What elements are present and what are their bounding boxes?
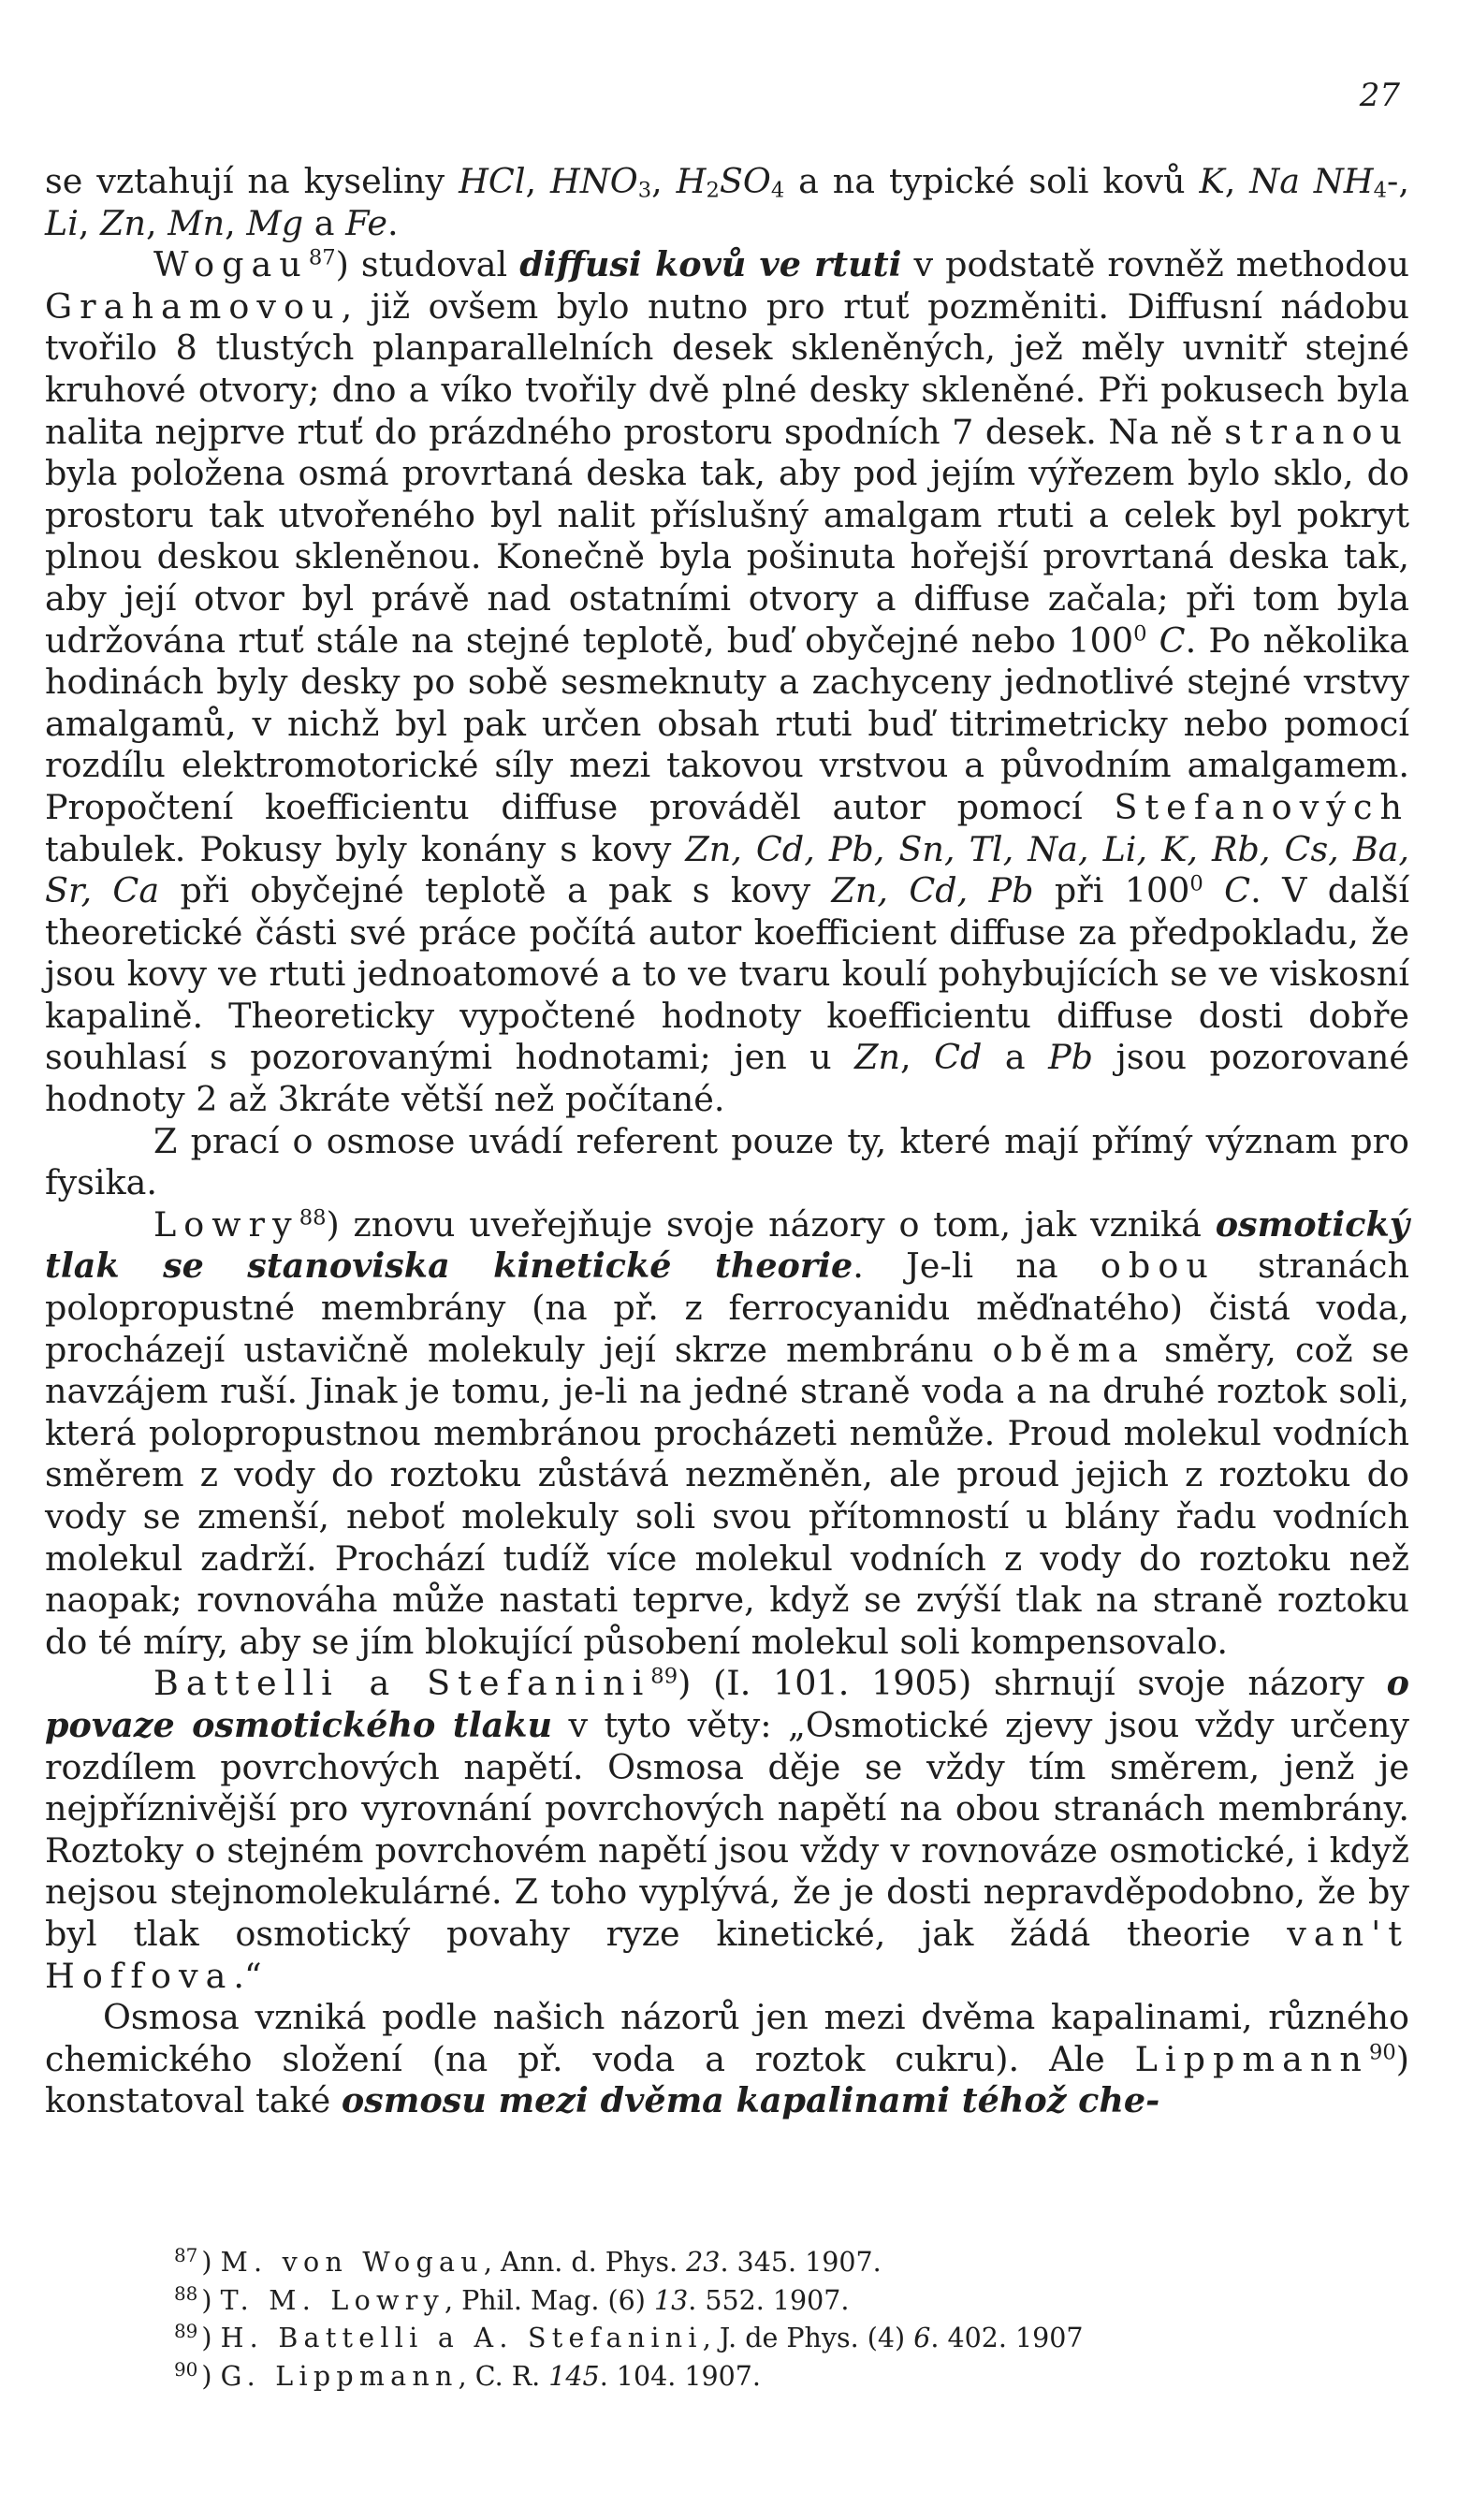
- paragraph-5: Battelli a Stefanini$^{89}$) (I. 101. 1905) shrnují svoje názory o povaze osmotického tlaku v tyto věty: „Osmotické zjevy jsou vždy určeny rozdílem povrchových napětí. Osmosa děje se vždy tím směrem, jenž je nejpříznivější pro vyrovnání povrchových napětí na obou stranách membrány. Roztoky o stejném povrchovém napětí jsou vždy v rovnováze osmotické, i když nejsou stejnomolekulárné. Z toho vyplývá, že je dosti nepravděpodobno, že by byl tlak osmotický povahy ryze kinetické, jak žádá theorie van't Hoffova.“: [45, 1663, 1409, 1996]
- footnote-90: $^{90}$ ) G. Lippmann, C. R. 145. 104. 1907.: [174, 2357, 761, 2392]
- paragraph-3: Z prací o osmose uvádí referent pouze ty, které mají přímý význam pro fysika.: [45, 1120, 1409, 1203]
- footnotes: [174, 2244, 1391, 2396]
- paragraph-4: Lowry$^{88}$) znovu uveřejňuje svoje názory o tom, jak vzniká osmotický tlak se stanoviska kinetické theorie. Je-li na obou stranách polopropustné membrány (na př. z ferrocyanidu měďnatého) čistá voda, procházejí ustavičně molekuly její skrze membránu oběma směry, což se navzájem ruší. Jinak je tomu, je-li na jedné straně voda a na druhé roztok soli, která polopropustnou membránou procházeti nemůže. Proud molekul vodních směrem z vody do roztoku zůstává nezměněn, ale proud jejich z roztoku do vody se zmenší, neboť molekuly soli svou přítomností u blány řadu vodních molekul zadrží. Prochází tudíž více molekul vodních z vody do roztoku než naopak; rovnováha může nastati teprve, když se zvýší tlak na straně roztoku do té míry, aby se jím blokující působení molekul soli kompensovalo.: [45, 1203, 1410, 1662]
- footnote-89: $^{89}$ ) H. Battelli a A. Stefanini, J. de Phys. (4) 6. 402. 1907: [174, 2320, 1084, 2353]
- paragraph-6: Osmosa vzniká podle našich názorů jen mezi dvěma kapalinami, různého chemického složení (na př. voda a roztok cukru). Ale Lippmann$^{90}$) konstatoval také osmosu mezi dvěma kapalinami téhož che-: [45, 1997, 1409, 2121]
- paragraph-2: Wogau$^{87}$) studoval diffusi kovů ve rtuti v podstatě rovněž methodou Grahamovou, již ovšem bylo nutno pro rtuť pozměniti. Diffusní nádobu tvořilo 8 tlustých planparallelních desek skleněných, jež měly uvnitř stejné kruhové otvory; dno a víko tvořily dvě plné desky skleněné. Při pokusech byla nalita nejprve rtuť do prázdného prostoru spodních 7 desek. Na ně stranou byla položena osmá provrtaná deska tak, aby pod jejím výřezem bylo sklo, do prostoru tak utvořeného byl nalit příslušný amalgam rtuti a celek byl pokryt plnou deskou skleněnou. Konečně byla pošinuta hořejší provrtaná deska tak, aby její otvor byl právě nad ostatními otvory a diffuse začala; při tom byla udržována rtuť stále na stejné teplotě, buď obyčejné nebo $100^0$ C. Po několika hodinách byly desky po sobě sesmeknuty a zachyceny jednotlivé stejné vrstvy amalgamů, v nichž byl pak určen obsah rtuti buď titrimetricky nebo pomocí rozdílu elektromotorické síly mezi takovou vrstvou a původním amalgamem. Propočtení koefficientu diffuse prováděl autor pomocí Stefanových tabulek. Pokusy byly konány s kovy Zn, Cd, Pb, Sn, Tl, Na, Li, K, Rb, Cs, Ba, Sr, Ca při obyčejné teplotě a pak s kovy Zn, Cd, Pb při $100^0$ C. V další theoretické části své práce počítá autor koefficient diffuse za předpokladu, že jsou kovy ve rtuti jednoatomové a to ve tvaru koulí pohybujících se ve viskosní kapalině. Theoreticky vypočtené hodnoty koefficientu diffuse dosti dobře souhlasí s pozorovanými hodnotami; jen u Zn, Cd a Pb jsou pozorované hodnoty 2 až 3kráte větší než počítané.: [45, 244, 1410, 1120]
- paragraph-1: se vztahují na kyseliny HCl, $HNO_3$, $H_2SO_4$ a na typické soli kovů K, Na $NH_4-$, Li, Zn, Mn, Mg a Fe.: [45, 161, 1409, 243]
- page-number: 27: [1359, 77, 1400, 114]
- footnote-88: $^{88}$ ) T. M. Lowry, Phil. Mag. (6) 13. 552. 1907.: [174, 2281, 850, 2316]
- main-text: [45, 161, 1409, 2122]
- footnote-87: $^{87}$ ) M. von Wogau, Ann. d. Phys. 23. 345. 1907.: [174, 2244, 882, 2278]
